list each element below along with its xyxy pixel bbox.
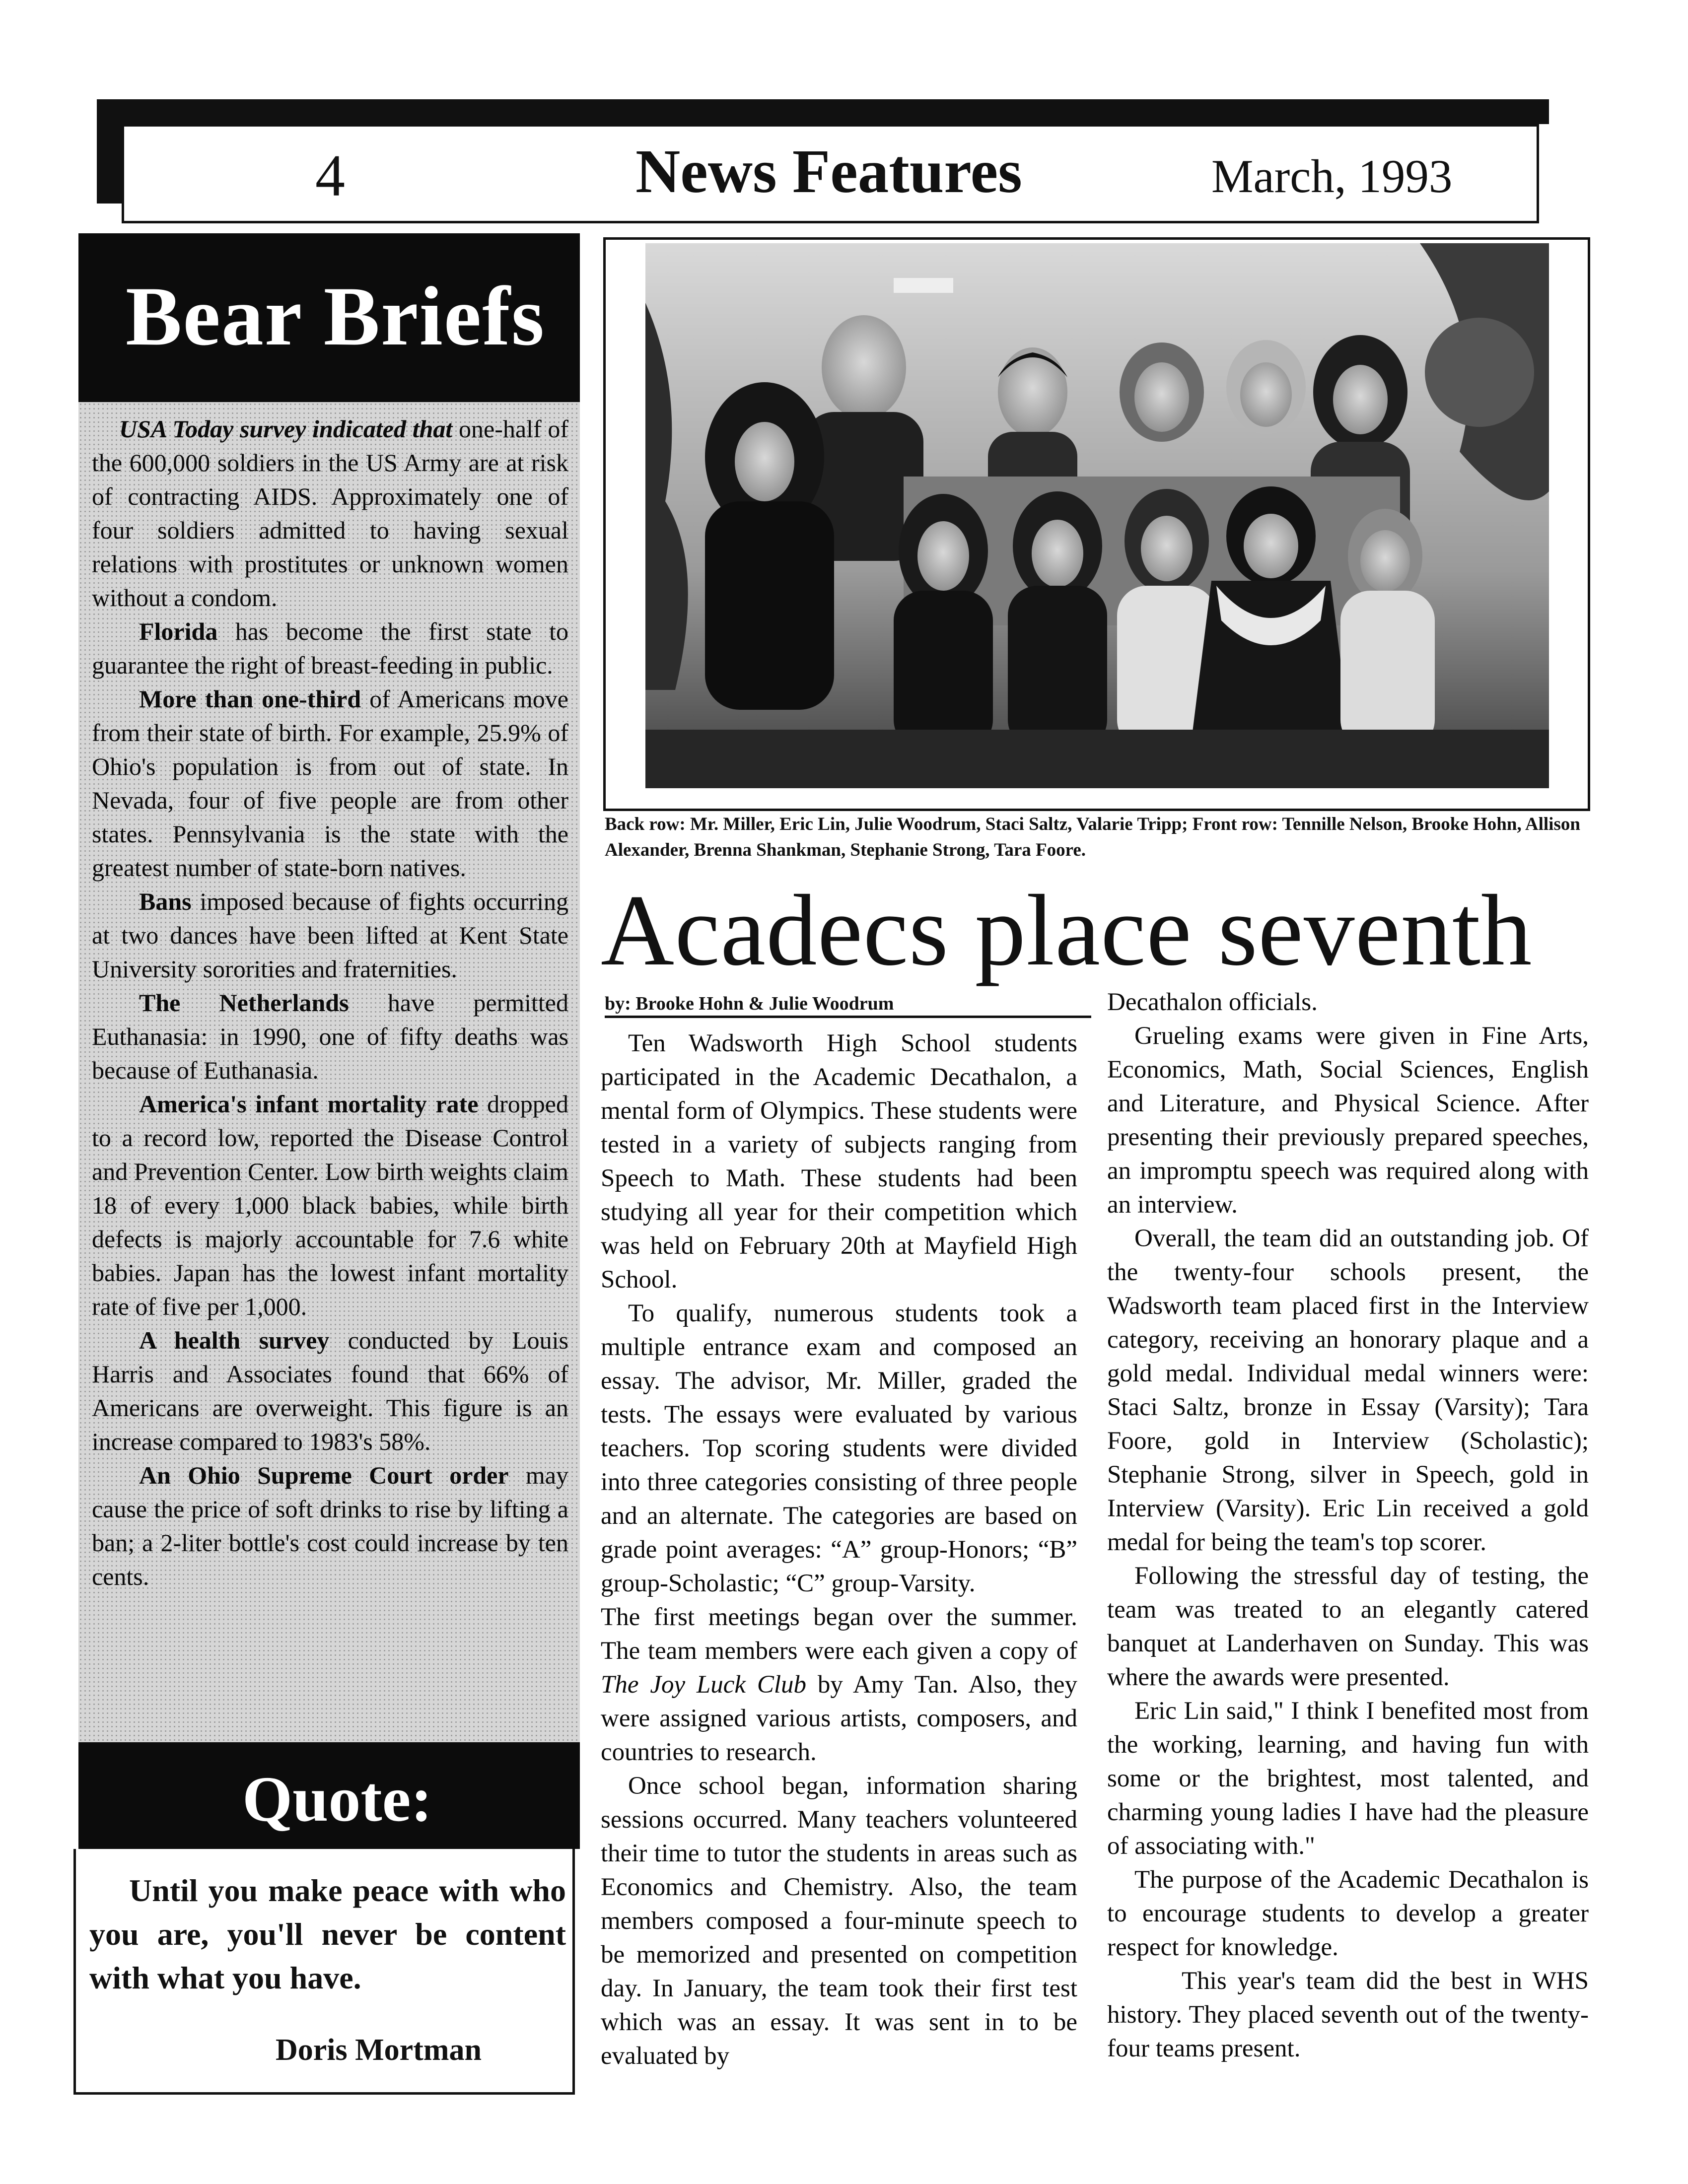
team-photo: [645, 243, 1549, 788]
article-paragraph: The first meetings began over the summer. The team members were each given a copy of The Joy Luck Club by Amy Tan. Also, they were assigned various artists, composers, and countries to research.: [601, 1603, 1077, 1766]
header-shadow-side: [97, 99, 124, 204]
brief-item: [92, 1323, 568, 1458]
brief-text: one-half of the 600,000 soldiers in the US Army are at risk of contracting AIDS. Approximately one of four soldiers admitted to having sexual relations with prostitutes or unknown women without a condom.: [92, 415, 568, 612]
article-paragraph: Eric Lin said," I think I benefited most from the working, learning, and having fun with some or the brightest, most talented, and charming young ladies I have had the pleasure of associating with.": [1107, 1697, 1589, 1860]
photo-caption: Back row: Mr. Miller, Eric Lin, Julie Woodrum, Staci Saltz, Valarie Tripp; Front row: Tennille Nelson, Brooke Hohn, Allison Alexander, Brenna Shankman, Stephanie Strong, Tara Foore.: [605, 814, 1580, 860]
article-paragraph: Decathalon officials.: [1107, 988, 1318, 1016]
brief-text: dropped to a record low, reported the Disease Control and Prevention Center. Low birth weights claim 18 of every 1,000 black babies, while birth defects is majorly accountable for 7.6 white babies. Japan has the lowest infant mortality rate of five per 1,000.: [92, 1090, 568, 1320]
brief-lead: Bans: [139, 887, 192, 915]
quote-text: Until you make peace with who you are, you'll never be content with what you have.: [89, 1873, 566, 1995]
section-title: News Features: [635, 137, 1022, 206]
article-paragraph: This year's team did the best in WHS history. They placed seventh out of the twenty-four teams present.: [1107, 1967, 1589, 2062]
brief-text: may cause the price of soft drinks to rise by lifting a ban; a 2-liter bottle's cost could increase by ten cents.: [92, 1461, 568, 1590]
page-number: 4: [315, 142, 345, 208]
byline-rule: [605, 1016, 1091, 1018]
brief-item: [92, 412, 568, 614]
brief-text: has become the first state to guarantee the right of breast-feeding in public.: [92, 617, 568, 679]
brief-lead: A health survey: [139, 1326, 330, 1354]
brief-text: have permitted Euthanasia: in 1990, one of fifty deaths was because of Euthanasia.: [92, 989, 568, 1084]
brief-lead: USA Today survey indicated that: [119, 415, 453, 443]
article-column-1: [601, 1026, 1077, 2073]
article-paragraph: To qualify, numerous students took a multiple entrance exam and composed an essay. The advisor, Mr. Miller, graded the tests. The essays were evaluated by various teachers. Top scoring students were divided into three categories consisting of three people and an alternate. The categories are based on grade point averages: “A” group-Honors; “B” group-Scholastic; “C” group-Varsity.: [601, 1299, 1077, 1597]
article-paragraph: Following the stressful day of testing, the team was treated to an elegantly catered banquet at Landerhaven on Sunday. This was where the awards were presented.: [1107, 1562, 1589, 1691]
brief-item: [92, 885, 568, 986]
article-column-2: [1107, 985, 1589, 2065]
article-paragraph: Grueling exams were given in Fine Arts, Economics, Math, Social Sciences, English and Literature, and Physical Science. After presenting their previously prepared speeches, an impromptu speech was required along with an interview.: [1107, 1022, 1589, 1219]
brief-item: [92, 1087, 568, 1323]
brief-lead: An Ohio Supreme Court order: [139, 1461, 509, 1489]
bear-briefs-banner: [78, 233, 580, 402]
quote-banner: [78, 1742, 580, 1849]
brief-item: [92, 682, 568, 885]
brief-lead: America's infant mortality rate: [139, 1090, 479, 1118]
article-headline: Acadecs place seventh: [601, 874, 1533, 987]
bear-briefs-title: Bear Briefs: [126, 270, 546, 363]
article-paragraph: Overall, the team did an outstanding job. Of the twenty-four schools present, the Wadsworth team placed first in the Interview category, receiving an honorary plaque and a gold medal. Individual medal winners were: Staci Saltz, bronze in Essay (Varsity); Tara Foore, gold in Interview (Scholastic); Stephanie Strong, silver in Speech, gold in Interview (Varsity). Eric Lin received a gold medal for being the team's top scorer.: [1107, 1225, 1589, 1556]
bear-briefs-text: [92, 412, 568, 1593]
book-title: The Joy Luck Club: [601, 1671, 807, 1699]
article-byline: by: Brooke Hohn & Julie Woodrum: [605, 993, 894, 1014]
brief-item: [92, 614, 568, 682]
brief-lead: The Netherlands: [139, 989, 349, 1017]
issue-date: March, 1993: [1211, 150, 1453, 203]
brief-text: conducted by Louis Harris and Associates found that 66% of Americans are overweight. This figure is an increase compared to 1983's 58%.: [92, 1326, 568, 1455]
brief-lead: Florida: [139, 617, 218, 645]
brief-lead: More than one-third: [139, 685, 361, 713]
article-paragraph: Ten Wadsworth High School students participated in the Academic Decathalon, a mental form of Olympics. These students were tested in a variety of subjects ranging from Speech to Math. These students had been studying all year for their competition which was held on February 20th at Mayfield High School.: [601, 1029, 1077, 1294]
article-paragraph: The purpose of the Academic Decathalon is to encourage students to develop a greater respect for knowledge.: [1107, 1866, 1589, 1961]
brief-text: imposed because of fights occurring at two dances have been lifted at Kent State University sororities and fraternities.: [92, 887, 568, 983]
header-shadow-bar: [97, 99, 1549, 124]
brief-item: [92, 1458, 568, 1593]
brief-text: of Americans move from their state of birth. For example, 25.9% of Ohio's population is from out of state. In Nevada, four of five people are from other states. Pennsylvania is the state with the greatest number of state-born natives.: [92, 685, 568, 882]
brief-item: [92, 986, 568, 1087]
quote-author: Doris Mortman: [276, 2033, 482, 2067]
article-paragraph: Once school began, information sharing sessions occurred. Many teachers volunteered their time to tutor the students in areas such as Economics and Chemistry. Also, the team members composed a four-minute speech to be memorized and presented on competition day. In January, the team took their first test which was an essay. It was sent in to be evaluated by: [601, 1772, 1077, 2070]
quote-title: Quote:: [242, 1764, 432, 1835]
